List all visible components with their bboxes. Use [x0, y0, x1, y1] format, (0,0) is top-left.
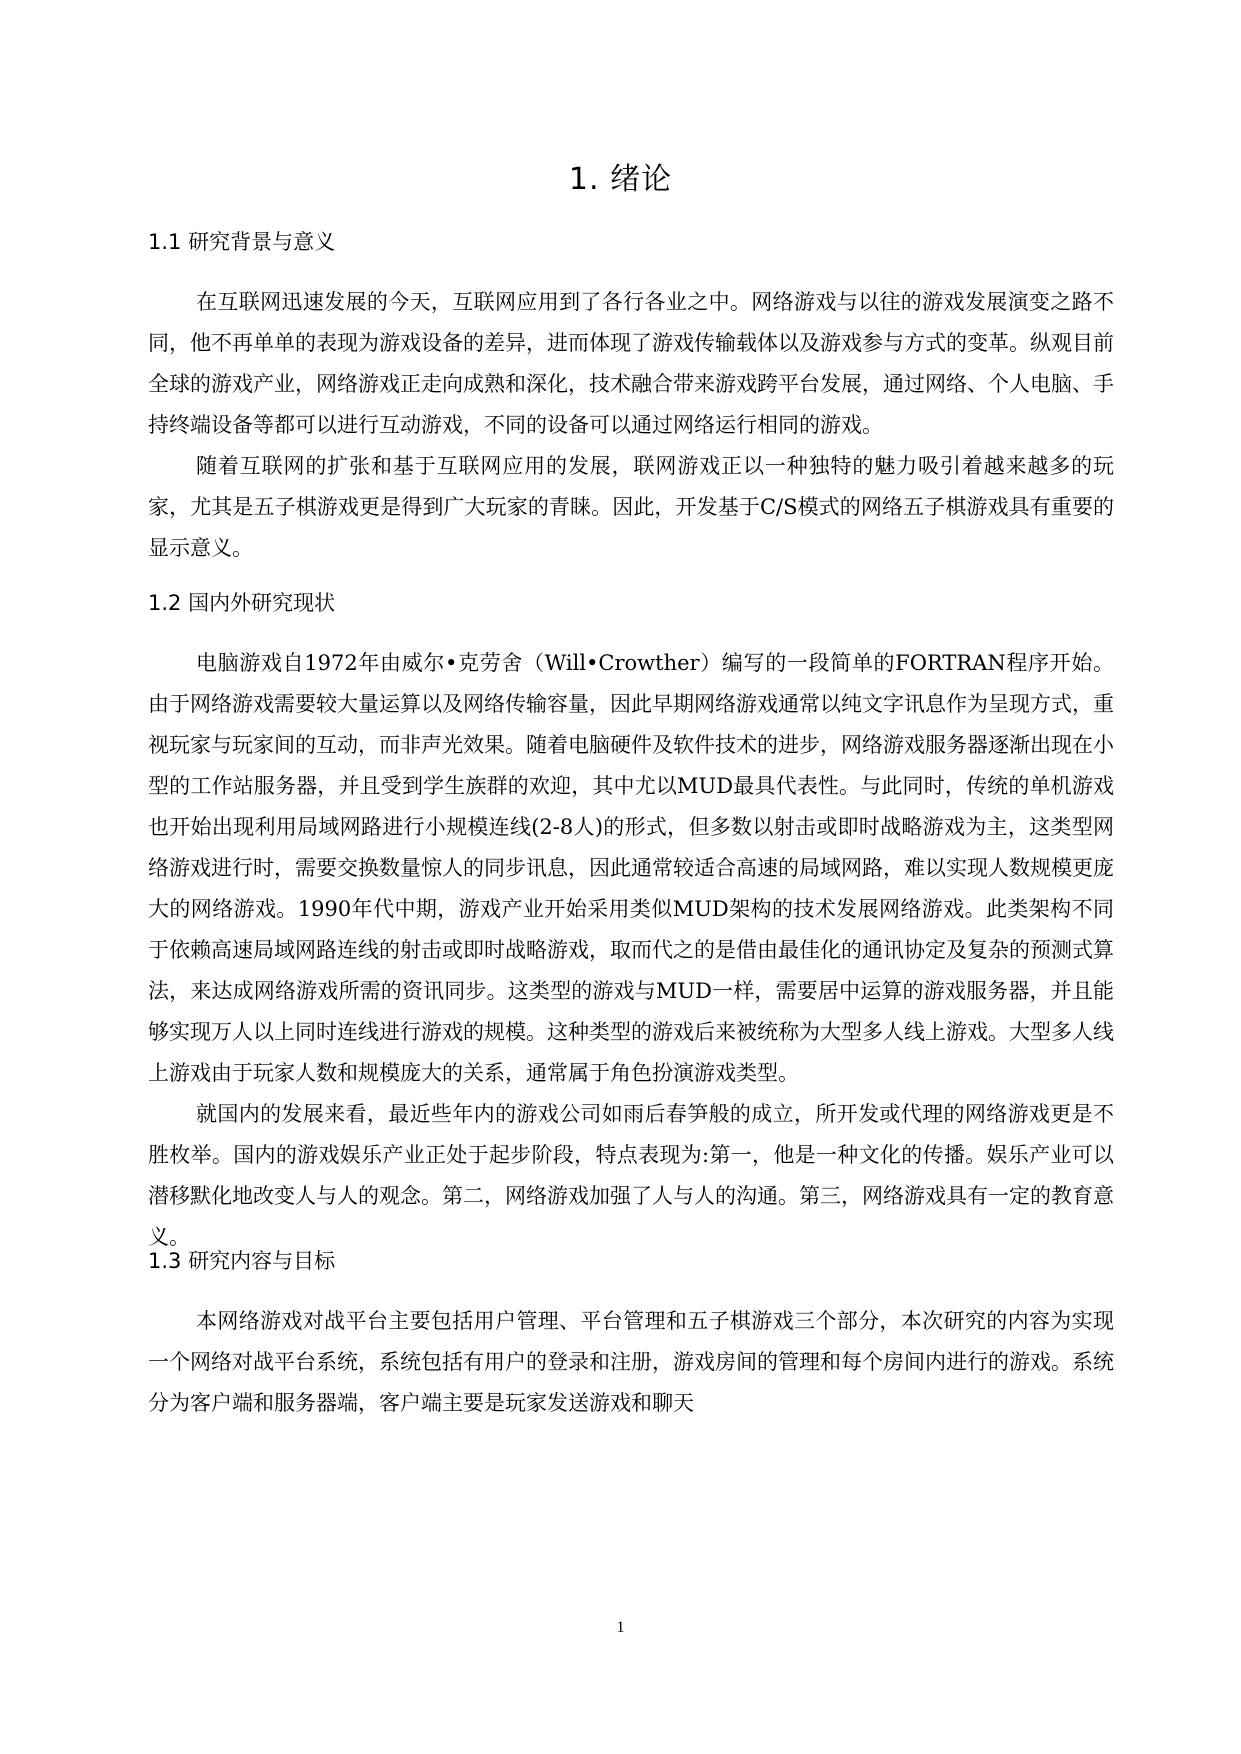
paragraph: 就国内的发展来看，最近些年内的游戏公司如雨后春笋般的成立，所开发或代理的网络游戏更是不胜枚举。国内的游戏娱乐产业正处于起步阶段，特点表现为:第一，他是一种文化的传播。娱乐产业可以潜移默化地改变人与人的观念。第二，网络游戏加强了人与人的沟通。第三，网络游戏具有一定的教育意义。 [148, 1102, 1114, 1249]
paragraph: 随着互联网的扩张和基于互联网应用的发展，联网游戏正以一种独特的魅力吸引着越来越多的玩家，尤其是五子棋游戏更是得到广大玩家的青睐。因此，开发基于C/S模式的网络五子棋游戏具有重要的显示意义。 [148, 454, 1114, 560]
section-heading-1-3: 1.3 研究内容与目标 [148, 1249, 336, 1273]
section-body-1-2 [148, 643, 1114, 1258]
paragraph: 电脑游戏自1972年由威尔•克劳舍（Will•Crowther）编写的一段简单的FORTRAN程序开始。由于网络游戏需要较大量运算以及网络传输容量，因此早期网络游戏通常以纯文字讯息作为呈现方式，重视玩家与玩家间的互动，而非声光效果。随着电脑硬件及软件技术的进步，网络游戏服务器逐渐出现在小型的工作站服务器，并且受到学生族群的欢迎，其中尤以MUD最具代表性。与此同时，传统的单机游戏也开始出现利用局域网路进行小规模连线(2-8人)的形式，但多数以射击或即时战略游戏为主，这类型网络游戏进行时，需要交换数量惊人的同步讯息，因此通常较适合高速的局域网路，难以实现人数规模更庞大的网络游戏。1990年代中期，游戏产业开始采用类似MUD架构的技术发展网络游戏。此类架构不同于依赖高速局域网路连线的射击或即时战略游戏，取而代之的是借由最佳化的通讯协定及复杂的预测式算法，来达成网络游戏所需的资讯同步。这类型的游戏与MUD一样，需要居中运算的游戏服务器，并且能够实现万人以上同时连线进行游戏的规模。这种类型的游戏后来被统称为大型多人线上游戏。大型多人线上游戏由于玩家人数和规模庞大的关系，通常属于角色扮演游戏类型。 [148, 651, 1114, 1085]
section-heading-1-2: 1.2 国内外研究现状 [148, 591, 336, 615]
page-number: 1 [616, 1619, 625, 1636]
section-body-1-3 [148, 1301, 1114, 1424]
chapter-title: 1. 绪论 [568, 162, 673, 197]
section-heading-1-1: 1.1 研究背景与意义 [148, 230, 336, 254]
paragraph: 本网络游戏对战平台主要包括用户管理、平台管理和五子棋游戏三个部分，本次研究的内容为实现一个网络对战平台系统，系统包括有用户的登录和注册，游戏房间的管理和每个房间内进行的游戏。系统分为客户端和服务器端，客户端主要是玩家发送游戏和聊天 [148, 1309, 1114, 1415]
paragraph: 在互联网迅速发展的今天，互联网应用到了各行各业之中。网络游戏与以往的游戏发展演变之路不同，他不再单单的表现为游戏设备的差异，进而体现了游戏传输载体以及游戏参与方式的变革。纵观目前全球的游戏产业，网络游戏正走向成熟和深化，技术融合带来游戏跨平台发展，通过网络、个人电脑、手持终端设备等都可以进行互动游戏，不同的设备可以通过网络运行相同的游戏。 [148, 290, 1114, 437]
section-body-1-1 [148, 282, 1114, 569]
